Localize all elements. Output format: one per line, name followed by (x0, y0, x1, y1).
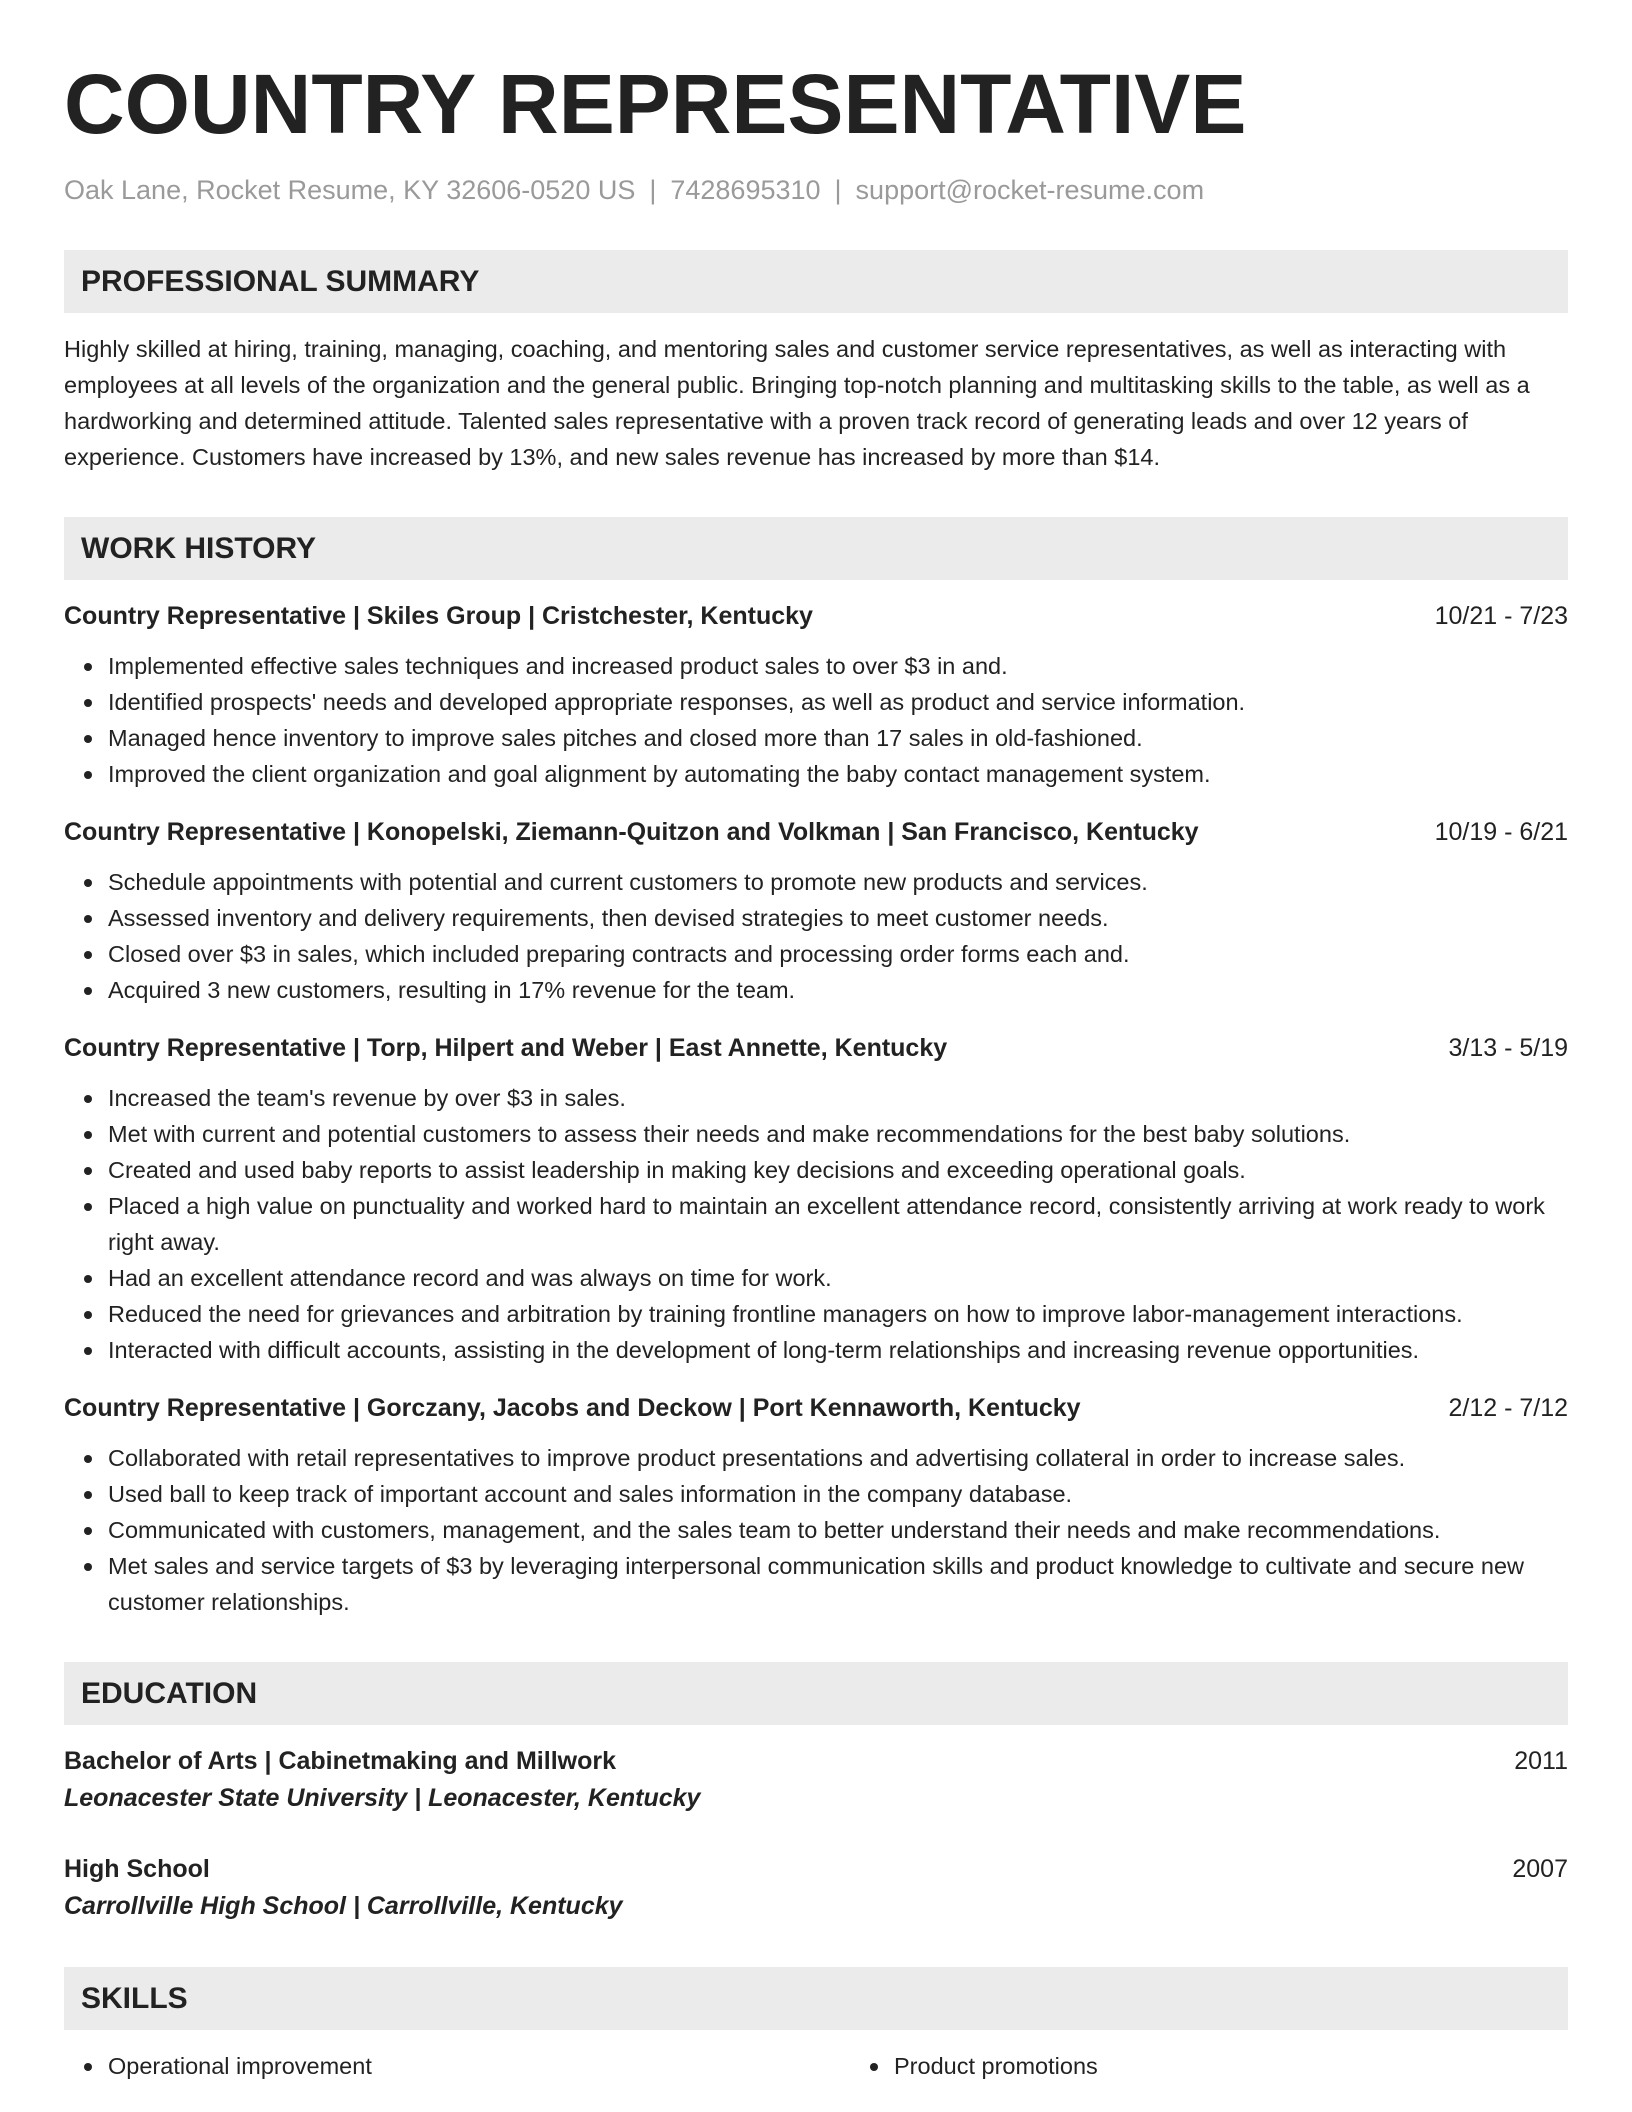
job-bullets (64, 648, 1568, 792)
job-bullet: Schedule appointments with potential and current customers to promote new products and services. (108, 864, 1568, 900)
skills-column-left (64, 2048, 850, 2084)
section-heading-work: WORK HISTORY (64, 517, 1568, 580)
job-header (64, 814, 1568, 850)
education-year: 2007 (1512, 1855, 1568, 1883)
job-bullet: Closed over $3 in sales, which included preparing contracts and processing order forms each and. (108, 936, 1568, 972)
education-school: Carrollville High School | Carrollville, Kentucky (64, 1892, 623, 1920)
skills-list (64, 2048, 1568, 2084)
education-year: 2011 (1514, 1747, 1568, 1775)
job-bullet: Assessed inventory and delivery requirements, then devised strategies to meet customer needs. (108, 900, 1568, 936)
education-header (64, 1851, 1568, 1887)
job-title: Country Representative | Skiles Group | Cristchester, Kentucky (64, 602, 813, 630)
job-bullet: Interacted with difficult accounts, assisting in the development of long-term relationships and increasing revenue opportunities. (108, 1332, 1568, 1368)
job-bullet: Managed hence inventory to improve sales pitches and closed more than 17 sales in old-fashioned. (108, 720, 1568, 756)
job-bullet: Had an excellent attendance record and was always on time for work. (108, 1260, 1568, 1296)
job-header (64, 1030, 1568, 1066)
job-bullets (64, 1440, 1568, 1620)
job-dates: 10/21 - 7/23 (1434, 602, 1568, 630)
job-entry (64, 1030, 1568, 1368)
job-bullet: Met with current and potential customers to assess their needs and make recommendations for the best baby solutions. (108, 1116, 1568, 1152)
education-entry (64, 1743, 1568, 1817)
job-entry (64, 598, 1568, 792)
job-entry (64, 814, 1568, 1008)
job-dates: 2/12 - 7/12 (1448, 1394, 1568, 1422)
contact-separator: | (834, 175, 842, 205)
job-header (64, 1390, 1568, 1426)
education-degree: Bachelor of Arts | Cabinetmaking and Millwork (64, 1747, 616, 1775)
contact-line (64, 172, 1568, 208)
job-bullet: Used ball to keep track of important account and sales information in the company database. (108, 1476, 1568, 1512)
contact-email: support@rocket-resume.com (855, 175, 1205, 205)
job-bullet: Collaborated with retail representatives to improve product presentations and advertising collateral in order to increase sales. (108, 1440, 1568, 1476)
section-heading-education: EDUCATION (64, 1662, 1568, 1725)
contact-phone: 7428695310 (670, 175, 821, 205)
contact-address: Oak Lane, Rocket Resume, KY 32606-0520 US (64, 175, 636, 205)
education-list (64, 1743, 1568, 1925)
job-header (64, 598, 1568, 634)
job-dates: 10/19 - 6/21 (1434, 818, 1568, 846)
contact-separator: | (649, 175, 657, 205)
skill-item: Product promotions (894, 2048, 1568, 2084)
job-bullet: Reduced the need for grievances and arbitration by training frontline managers on how to improve labor-management interactions. (108, 1296, 1568, 1332)
education-school: Leonacester State University | Leonacester, Kentucky (64, 1784, 701, 1812)
job-entry (64, 1390, 1568, 1620)
education-degree: High School (64, 1855, 210, 1883)
job-bullet: Communicated with customers, management, and the sales team to better understand their needs and make recommendations. (108, 1512, 1568, 1548)
section-heading-summary: PROFESSIONAL SUMMARY (64, 250, 1568, 313)
education-entry (64, 1851, 1568, 1925)
section-heading-skills: SKILLS (64, 1967, 1568, 2030)
candidate-name: COUNTRY REPRESENTATIVE (64, 57, 1247, 151)
job-bullet: Identified prospects' needs and developed appropriate responses, as well as product and service information. (108, 684, 1568, 720)
skills-column-right (850, 2048, 1568, 2084)
work-history (64, 598, 1568, 1620)
job-bullet: Improved the client organization and goal alignment by automating the baby contact management system. (108, 756, 1568, 792)
job-bullets (64, 1080, 1568, 1368)
job-bullet: Placed a high value on punctuality and worked hard to maintain an excellent attendance record, consistently arriving at work ready to work right away. (108, 1188, 1568, 1260)
summary-text: Highly skilled at hiring, training, managing, coaching, and mentoring sales and customer service representatives, as well as interacting with employees at all levels of the organization and the general public. Bringing top-notch planning and multitasking skills to the table, as well as a hardworking and determined attitude. Talented sales representative with a proven track record of generating leads and over 12 years of experience. Customers have increased by 13%, and new sales revenue has increased by more than $14. (64, 336, 1530, 470)
job-dates: 3/13 - 5/19 (1448, 1034, 1568, 1062)
job-bullets (64, 864, 1568, 1008)
job-title: Country Representative | Torp, Hilpert and Weber | East Annette, Kentucky (64, 1034, 948, 1062)
job-title: Country Representative | Konopelski, Ziemann-Quitzon and Volkman | San Francisco, Kentucky (64, 818, 1199, 846)
job-bullet: Acquired 3 new customers, resulting in 17% revenue for the team. (108, 972, 1568, 1008)
job-title: Country Representative | Gorczany, Jacobs and Deckow | Port Kennaworth, Kentucky (64, 1394, 1081, 1422)
job-bullet: Met sales and service targets of $3 by leveraging interpersonal communication skills and product knowledge to cultivate and secure new customer relationships. (108, 1548, 1568, 1620)
education-header (64, 1743, 1568, 1779)
job-bullet: Implemented effective sales techniques and increased product sales to over $3 in and. (108, 648, 1568, 684)
skill-item: Operational improvement (108, 2048, 850, 2084)
job-bullet: Created and used baby reports to assist leadership in making key decisions and exceeding operational goals. (108, 1152, 1568, 1188)
job-bullet: Increased the team's revenue by over $3 in sales. (108, 1080, 1568, 1116)
